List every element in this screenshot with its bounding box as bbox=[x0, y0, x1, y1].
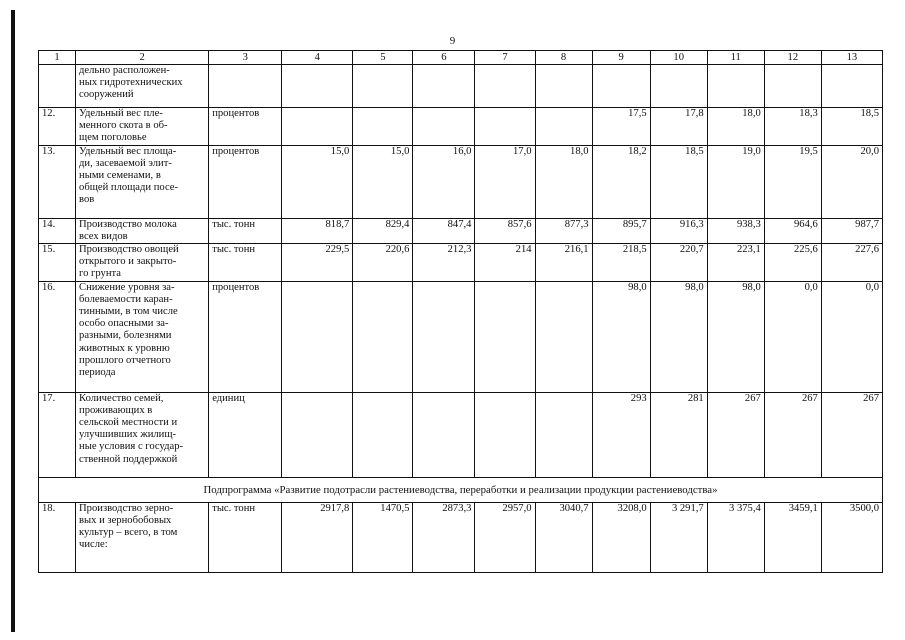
value-cell: 15,0 bbox=[282, 145, 353, 218]
value-cell: 98,0 bbox=[650, 281, 707, 392]
value-cell: 19,5 bbox=[764, 145, 821, 218]
value-cell: 3208,0 bbox=[592, 502, 650, 572]
value-cell: 15,0 bbox=[353, 145, 413, 218]
binding-bar bbox=[11, 10, 15, 632]
indicator-name-cell: Производство молока всех видов bbox=[76, 218, 209, 243]
unit-cell bbox=[209, 65, 282, 108]
value-cell: 267 bbox=[707, 392, 764, 477]
value-cell: 267 bbox=[821, 392, 882, 477]
value-cell: 229,5 bbox=[282, 244, 353, 282]
value-cell: 281 bbox=[650, 392, 707, 477]
table-row bbox=[39, 218, 883, 243]
value-cell: 877,3 bbox=[535, 218, 592, 243]
column-number-cell: 3 bbox=[209, 51, 282, 65]
value-cell: 3 375,4 bbox=[707, 502, 764, 572]
value-cell: 18,5 bbox=[650, 145, 707, 218]
table-row bbox=[39, 281, 883, 392]
value-cell: 17,5 bbox=[592, 108, 650, 146]
value-cell bbox=[535, 392, 592, 477]
column-number-cell: 8 bbox=[535, 51, 592, 65]
value-cell: 895,7 bbox=[592, 218, 650, 243]
table-row bbox=[39, 244, 883, 282]
value-cell: 2917,8 bbox=[282, 502, 353, 572]
value-cell bbox=[592, 65, 650, 108]
value-cell bbox=[821, 65, 882, 108]
unit-cell: процентов bbox=[209, 281, 282, 392]
value-cell: 20,0 bbox=[821, 145, 882, 218]
column-number-cell: 10 bbox=[650, 51, 707, 65]
row-number-cell: 18. bbox=[39, 502, 76, 572]
value-cell: 267 bbox=[764, 392, 821, 477]
row-number-cell: 14. bbox=[39, 218, 76, 243]
value-cell: 829,4 bbox=[353, 218, 413, 243]
value-cell bbox=[282, 108, 353, 146]
indicator-name-cell: дельно расположен- ных гидротехнических сооружений bbox=[76, 65, 209, 108]
unit-cell: тыс. тонн bbox=[209, 244, 282, 282]
table-row bbox=[39, 65, 883, 108]
value-cell: 0,0 bbox=[764, 281, 821, 392]
value-cell: 225,6 bbox=[764, 244, 821, 282]
unit-cell: тыс. тонн bbox=[209, 218, 282, 243]
value-cell: 98,0 bbox=[592, 281, 650, 392]
value-cell: 214 bbox=[475, 244, 535, 282]
value-cell: 18,2 bbox=[592, 145, 650, 218]
value-cell: 19,0 bbox=[707, 145, 764, 218]
row-number-cell: 16. bbox=[39, 281, 76, 392]
value-cell: 847,4 bbox=[413, 218, 475, 243]
column-number-row bbox=[39, 51, 883, 65]
unit-cell: процентов bbox=[209, 145, 282, 218]
value-cell: 220,7 bbox=[650, 244, 707, 282]
column-number-cell: 5 bbox=[353, 51, 413, 65]
indicator-name-cell: Удельный вес площа- ди, засеваемой элит- ными семенами, в общей площади посе- вов bbox=[76, 145, 209, 218]
value-cell bbox=[413, 108, 475, 146]
value-cell: 857,6 bbox=[475, 218, 535, 243]
unit-cell: тыс. тонн bbox=[209, 502, 282, 572]
value-cell: 16,0 bbox=[413, 145, 475, 218]
column-number-cell: 4 bbox=[282, 51, 353, 65]
value-cell bbox=[413, 281, 475, 392]
value-cell bbox=[535, 65, 592, 108]
value-cell: 18,0 bbox=[535, 145, 592, 218]
indicator-name-cell: Удельный вес пле- менного скота в об- щем поголовье bbox=[76, 108, 209, 146]
table-row bbox=[39, 145, 883, 218]
value-cell: 916,3 bbox=[650, 218, 707, 243]
column-number-cell: 13 bbox=[821, 51, 882, 65]
value-cell bbox=[353, 108, 413, 146]
value-cell bbox=[413, 392, 475, 477]
subprogram-row bbox=[39, 477, 883, 502]
value-cell: 987,7 bbox=[821, 218, 882, 243]
table-row bbox=[39, 108, 883, 146]
value-cell: 223,1 bbox=[707, 244, 764, 282]
value-cell: 212,3 bbox=[413, 244, 475, 282]
value-cell: 2873,3 bbox=[413, 502, 475, 572]
value-cell bbox=[353, 392, 413, 477]
page-number: 9 bbox=[449, 35, 456, 47]
value-cell: 18,3 bbox=[764, 108, 821, 146]
value-cell: 98,0 bbox=[707, 281, 764, 392]
value-cell bbox=[282, 281, 353, 392]
table-row bbox=[39, 392, 883, 477]
table-row bbox=[39, 502, 883, 572]
row-number-cell: 13. bbox=[39, 145, 76, 218]
value-cell: 216,1 bbox=[535, 244, 592, 282]
indicator-name-cell: Количество семей, проживающих в сельской местности и улучшивших жилищ- ные условия с государ- ственной поддержкой bbox=[76, 392, 209, 477]
value-cell bbox=[475, 65, 535, 108]
column-number-cell: 7 bbox=[475, 51, 535, 65]
value-cell bbox=[353, 65, 413, 108]
value-cell: 938,3 bbox=[707, 218, 764, 243]
indicator-name-cell: Производство овощей открытого и закрыто- го грунта bbox=[76, 244, 209, 282]
value-cell bbox=[282, 65, 353, 108]
value-cell: 3500,0 bbox=[821, 502, 882, 572]
value-cell: 3459,1 bbox=[764, 502, 821, 572]
value-cell: 818,7 bbox=[282, 218, 353, 243]
unit-cell: процентов bbox=[209, 108, 282, 146]
row-number-cell bbox=[39, 65, 76, 108]
indicator-name-cell: Снижение уровня за- болеваемости каран- тинными, в том числе особо опасными за- разными, болезнями животных к уровню прошлого отчетного периода bbox=[76, 281, 209, 392]
value-cell bbox=[475, 392, 535, 477]
column-number-cell: 12 bbox=[764, 51, 821, 65]
row-number-cell: 17. bbox=[39, 392, 76, 477]
column-number-cell: 2 bbox=[76, 51, 209, 65]
row-number-cell: 15. bbox=[39, 244, 76, 282]
value-cell: 220,6 bbox=[353, 244, 413, 282]
value-cell: 3 291,7 bbox=[650, 502, 707, 572]
indicators-table bbox=[38, 50, 883, 573]
value-cell: 17,0 bbox=[475, 145, 535, 218]
value-cell: 17,8 bbox=[650, 108, 707, 146]
value-cell bbox=[353, 281, 413, 392]
value-cell bbox=[282, 392, 353, 477]
indicator-name-cell: Производство зерно- вых и зернобобовых культур – всего, в том числе: bbox=[76, 502, 209, 572]
value-cell: 218,5 bbox=[592, 244, 650, 282]
column-number-cell: 9 bbox=[592, 51, 650, 65]
value-cell: 18,0 bbox=[707, 108, 764, 146]
value-cell: 18,5 bbox=[821, 108, 882, 146]
value-cell: 2957,0 bbox=[475, 502, 535, 572]
value-cell: 1470,5 bbox=[353, 502, 413, 572]
value-cell bbox=[475, 108, 535, 146]
unit-cell: единиц bbox=[209, 392, 282, 477]
subprogram-title: Подпрограмма «Развитие подотрасли растениеводства, переработки и реализации продукции растениеводства» bbox=[39, 477, 883, 502]
value-cell bbox=[764, 65, 821, 108]
value-cell bbox=[475, 281, 535, 392]
value-cell bbox=[535, 108, 592, 146]
value-cell: 0,0 bbox=[821, 281, 882, 392]
row-number-cell: 12. bbox=[39, 108, 76, 146]
value-cell bbox=[413, 65, 475, 108]
value-cell: 227,6 bbox=[821, 244, 882, 282]
value-cell bbox=[535, 281, 592, 392]
value-cell bbox=[650, 65, 707, 108]
column-number-cell: 1 bbox=[39, 51, 76, 65]
value-cell: 293 bbox=[592, 392, 650, 477]
value-cell: 3040,7 bbox=[535, 502, 592, 572]
value-cell bbox=[707, 65, 764, 108]
column-number-cell: 11 bbox=[707, 51, 764, 65]
value-cell: 964,6 bbox=[764, 218, 821, 243]
column-number-cell: 6 bbox=[413, 51, 475, 65]
